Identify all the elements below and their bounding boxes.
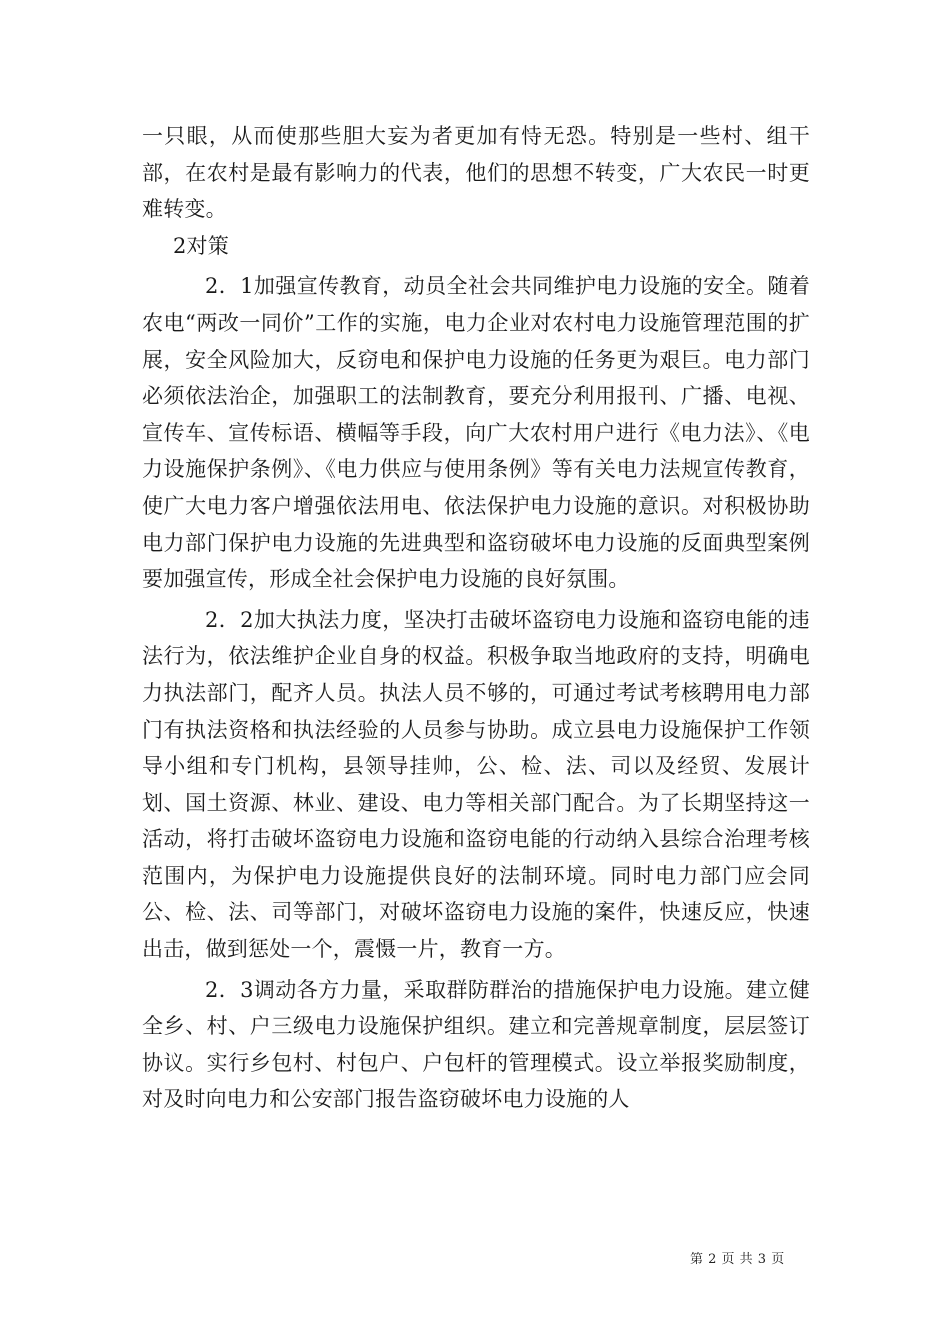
paragraph-continuation: 一只眼，从而使那些胆大妄为者更加有恃无恐。特别是一些村、组干部，在农村是最有影响力的代表，他们的思想不转变，广大农民一时更难转变。 (142, 124, 810, 222)
paragraph-2-1: 2．1加强宣传教育，动员全社会共同维护电力设施的安全。随着农电“两改一同价”工作的实施，电力企业对农村电力设施管理范围的扩展，安全风险加大，反窃电和保护电力设施的任务更为艰巨。电力部门必须依法治企，加强职工的法制教育，要充分利用报刊、广播、电视、宣传车、宣传标语、横幅等手段，向广大农村用户进行《电力法》、《电力设施保护条例》、《电力供应与使用条例》等有关电力法规宣传教育，使广大电力客户增强依法用电、依法保护电力设施的意识。对积极协助电力部门保护电力设施的先进典型和盗窃破坏电力设施的反面典型案例要加强宣传，形成全社会保护电力设施的良好氛围。 (142, 274, 810, 592)
paragraph-2-3: 2．3调动各方力量，采取群防群治的措施保护电力设施。建立健全乡、村、户三级电力设施保护组织。建立和完善规章制度，层层签订协议。实行乡包村、村包户、户包杆的管理模式。设立举报奖励制度，对及时向电力和公安部门报告盗窃破坏电力设施的人 (142, 977, 810, 1112)
paragraph-2-2: 2．2加大执法力度，坚决打击破坏盗窃电力设施和盗窃电能的违法行为，依法维护企业自身的权益。积极争取当地政府的支持，明确电力执法部门，配齐人员。执法人员不够的，可通过考试考核聘用电力部门有执法资格和执法经验的人员参与协助。成立县电力设施保护工作领导小组和专门机构，县领导挂帅，公、检、法、司以及经贸、发展计划、国土资源、林业、建设、电力等相关部门配合。为了长期坚持这一活动，将打击破坏盗窃电力设施和盗窃电能的行动纳入县综合治理考核范围内，为保护电力设施提供良好的法制环境。同时电力部门应会同公、检、法、司等部门，对破坏盗窃电力设施的案件，快速反应，快速出击，做到惩处一个，震慑一片，教育一方。 (142, 607, 810, 962)
document-body (142, 118, 810, 1118)
section-heading-countermeasures: 2对策 (173, 233, 229, 258)
page-number-footer: 第 2 页 共 3 页 (690, 1252, 785, 1267)
